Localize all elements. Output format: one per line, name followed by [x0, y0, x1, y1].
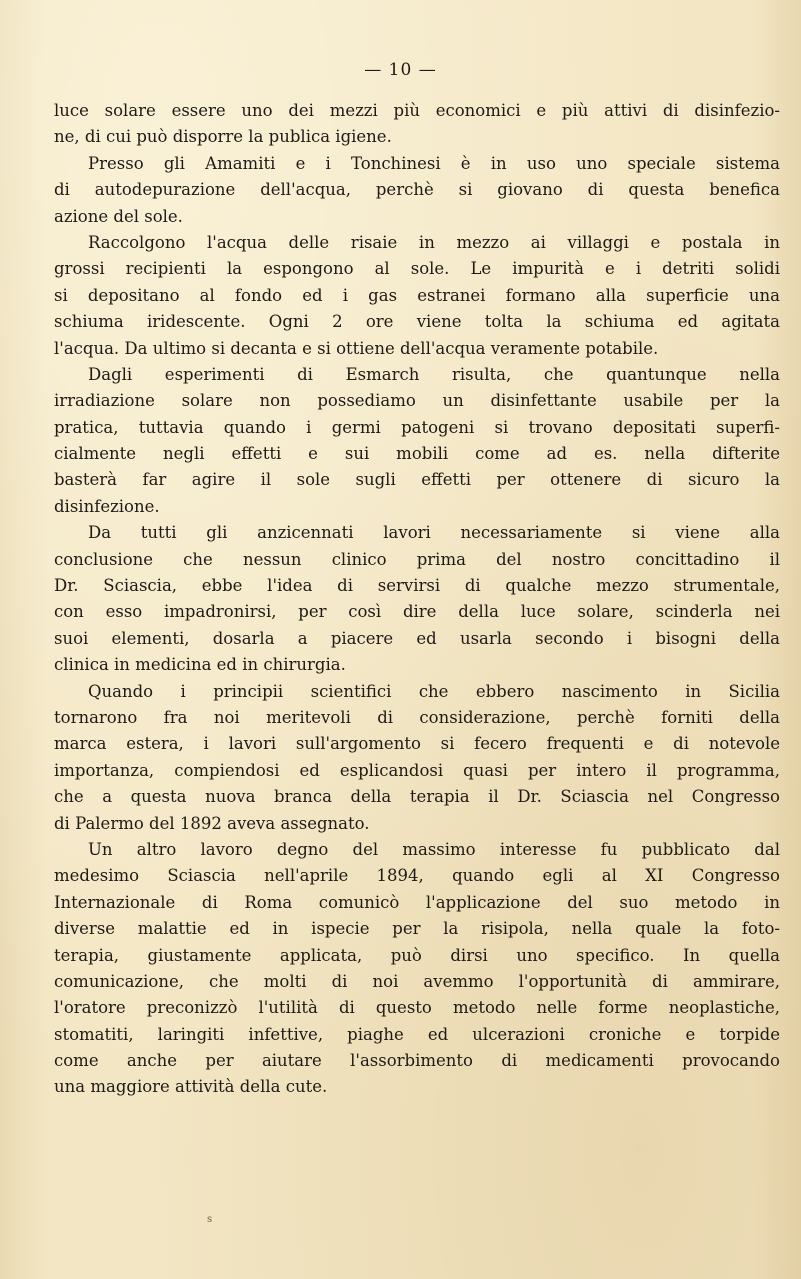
- page-number: — 10 —: [364, 60, 437, 80]
- text-line: suoi elementi, dosarla a piacere ed usarla secondo i bisogni della: [54, 628, 780, 648]
- text-line: basterà far agire il sole sugli effetti per ottenere di sicuro la: [54, 470, 780, 490]
- text-line: medesimo Sciascia nell'aprile 1894, quando egli al XI Congresso: [54, 866, 780, 886]
- text-line: importanza, compiendosi ed esplicandosi quasi per intero il programma,: [54, 760, 780, 780]
- text-line: Dagli esperimenti di Esmarch risulta, che quantunque nella: [88, 364, 780, 384]
- text-line: irradiazione solare non possediamo un disinfettante usabile per la: [54, 391, 780, 411]
- text-line: schiuma iridescente. Ogni 2 ore viene tolta la schiuma ed agitata: [54, 312, 780, 332]
- text-line: grossi recipienti la espongono al sole. Le impurità e i detriti solidi: [54, 259, 780, 279]
- text-line: luce solare essere uno dei mezzi più economici e più attivi di disinfezio-: [54, 101, 780, 120]
- text-line: Un altro lavoro degno del massimo interesse fu pubblicato dal: [88, 839, 780, 859]
- text-line: clinica in medicina ed in chirurgia.: [54, 655, 346, 675]
- text-line: tornarono fra noi meritevoli di considerazione, perchè forniti della: [54, 707, 780, 727]
- body-text: [54, 98, 780, 1101]
- text-line: Da tutti gli anzicennati lavori necessariamente si viene alla: [88, 523, 780, 543]
- text-line: terapia, giustamente applicata, può dirsi uno specifico. In quella: [54, 945, 780, 965]
- text-line: con esso impadronirsi, per così dire della luce solare, scinderla nei: [54, 602, 780, 622]
- text-line: marca estera, i lavori sull'argomento si fecero frequenti e di notevole: [54, 734, 780, 754]
- text-line: una maggiore attività della cute.: [54, 1077, 328, 1097]
- text-line: Internazionale di Roma comunicò l'applicazione del suo metodo in: [54, 892, 780, 912]
- text-line: comunicazione, che molti di noi avemmo l'opportunità di ammirare,: [54, 971, 780, 991]
- text-line: conclusione che nessun clinico prima del nostro concittadino il: [54, 549, 780, 569]
- printer-mark: s: [207, 1214, 213, 1225]
- text-line: si depositano al fondo ed i gas estranei formano alla superficie una: [54, 285, 780, 305]
- text-line: stomatiti, laringiti infettive, piaghe ed ulcerazioni croniche e torpide: [54, 1024, 780, 1044]
- text-line: cialmente negli effetti e sui mobili come ad es. nella difterite: [54, 444, 780, 464]
- text-line: diverse malattie ed in ispecie per la risipola, nella quale la foto-: [54, 919, 780, 939]
- text-line: Dr. Sciascia, ebbe l'idea di servirsi di qualche mezzo strumentale,: [54, 576, 780, 596]
- text-line: Quando i principii scientifici che ebbero nascimento in Sicilia: [88, 681, 780, 701]
- text-line: ne, di cui può disporre la publica igiene.: [54, 127, 392, 147]
- text-line: come anche per aiutare l'assorbimento di medicamenti provocando: [54, 1051, 780, 1071]
- text-line: di Palermo del 1892 aveva assegnato.: [54, 813, 370, 833]
- text-line: di autodepurazione dell'acqua, perchè si giovano di questa benefica: [54, 180, 780, 200]
- text-line: pratica, tuttavia quando i germi patogeni si trovano depositati superfi-: [54, 417, 780, 437]
- text-line: Raccolgono l'acqua delle risaie in mezzo ai villaggi e postala in: [88, 232, 780, 252]
- text-line: disinfezione.: [54, 496, 160, 516]
- text-line: che a questa nuova branca della terapia il Dr. Sciascia nel Congresso: [54, 787, 780, 807]
- text-line: azione del sole.: [54, 206, 183, 226]
- text-line: l'oratore preconizzò l'utilità di questo metodo nelle forme neoplastiche,: [54, 998, 780, 1018]
- text-line: l'acqua. Da ultimo si decanta e si ottiene dell'acqua veramente potabile.: [54, 338, 659, 358]
- text-line: Presso gli Amamiti e i Tonchinesi è in uso uno speciale sistema: [88, 153, 780, 173]
